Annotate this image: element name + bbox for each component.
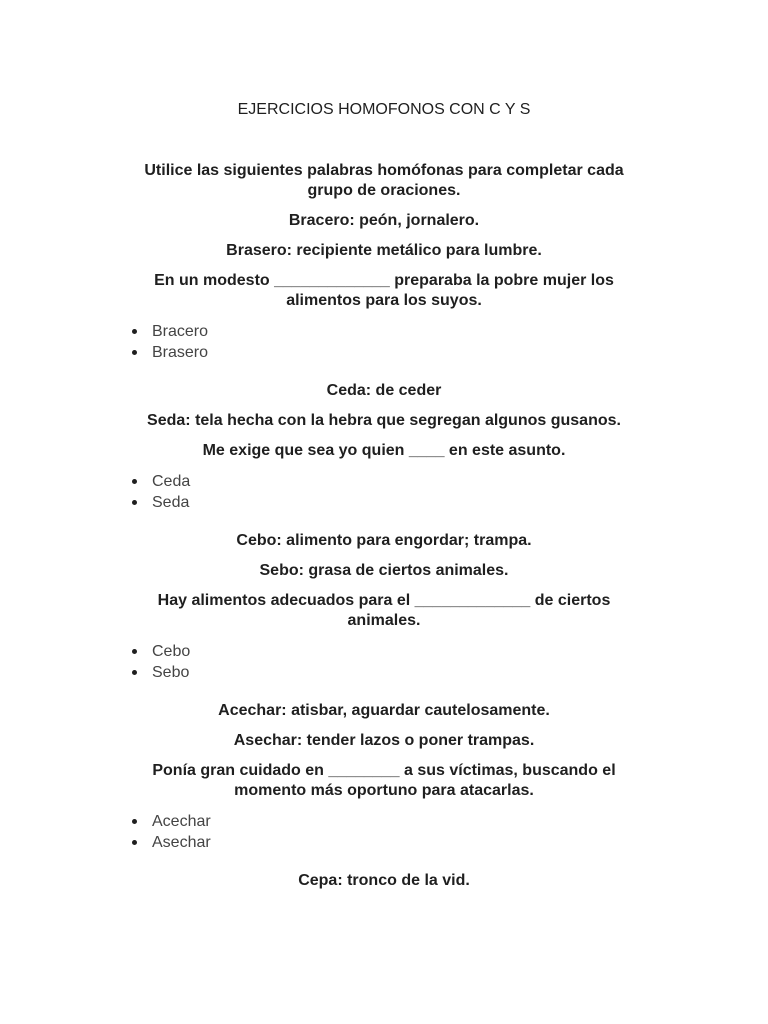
- definition-1: Ceda: de ceder: [326, 382, 442, 399]
- definition-1: Bracero: peón, jornalero.: [288, 212, 480, 229]
- answer-options: [128, 641, 640, 683]
- option-label: Bracero: [152, 323, 209, 340]
- bullet-icon: [132, 329, 137, 334]
- answer-options: [128, 321, 640, 363]
- bullet-icon: [132, 479, 137, 484]
- option-label: Asechar: [152, 834, 211, 851]
- bullet-icon: [132, 840, 137, 845]
- definition-2: Brasero: recipiente metálico para lumbre.: [226, 242, 542, 259]
- bullet-icon: [132, 500, 137, 505]
- option-label: Sebo: [152, 664, 190, 681]
- option-item: [128, 321, 640, 342]
- answer-options: [128, 811, 640, 853]
- option-label: Cebo: [152, 643, 191, 660]
- bullet-icon: [132, 350, 137, 355]
- bullet-icon: [132, 819, 137, 824]
- bullet-icon: [132, 649, 137, 654]
- option-item: [128, 662, 640, 683]
- option-item: [128, 342, 640, 363]
- definition-2: Asechar: tender lazos o poner trampas.: [233, 732, 535, 749]
- exercise-sentence: En un modesto _____________ preparaba la pobre mujer los alimentos para los suyos.: [154, 272, 614, 309]
- instructions: Utilice las siguientes palabras homófonas para completar cada grupo de oraciones.: [144, 162, 624, 199]
- option-item: [128, 811, 640, 832]
- definition-2: Sebo: grasa de ciertos animales.: [259, 562, 509, 579]
- exercise-content: [128, 161, 640, 901]
- definition-1: Acechar: atisbar, aguardar cautelosamente.: [218, 702, 550, 719]
- option-item: [128, 492, 640, 513]
- bullet-icon: [132, 670, 137, 675]
- page-title: EJERCICIOS HOMOFONOS CON C Y S: [237, 101, 531, 118]
- option-label: Seda: [152, 494, 190, 511]
- option-label: Ceda: [152, 473, 191, 490]
- option-label: Acechar: [152, 813, 211, 830]
- answer-options: [128, 471, 640, 513]
- definition-2: Seda: tela hecha con la hebra que segregan algunos gusanos.: [147, 412, 621, 429]
- exercise-sentence: Hay alimentos adecuados para el _____________ de ciertos animales.: [157, 592, 611, 629]
- exercise-sentence: Me exige que sea yo quien ____ en este asunto.: [202, 442, 566, 459]
- option-item: [128, 641, 640, 662]
- option-label: Brasero: [152, 344, 209, 361]
- option-item: [128, 471, 640, 492]
- option-item: [128, 832, 640, 853]
- definition-1: Cebo: alimento para engordar; trampa.: [236, 532, 532, 549]
- definition-1: Cepa: tronco de la vid.: [298, 872, 470, 889]
- exercise-sentence: Ponía gran cuidado en ________ a sus víctimas, buscando el momento más oportuno para atacarlas.: [152, 762, 616, 799]
